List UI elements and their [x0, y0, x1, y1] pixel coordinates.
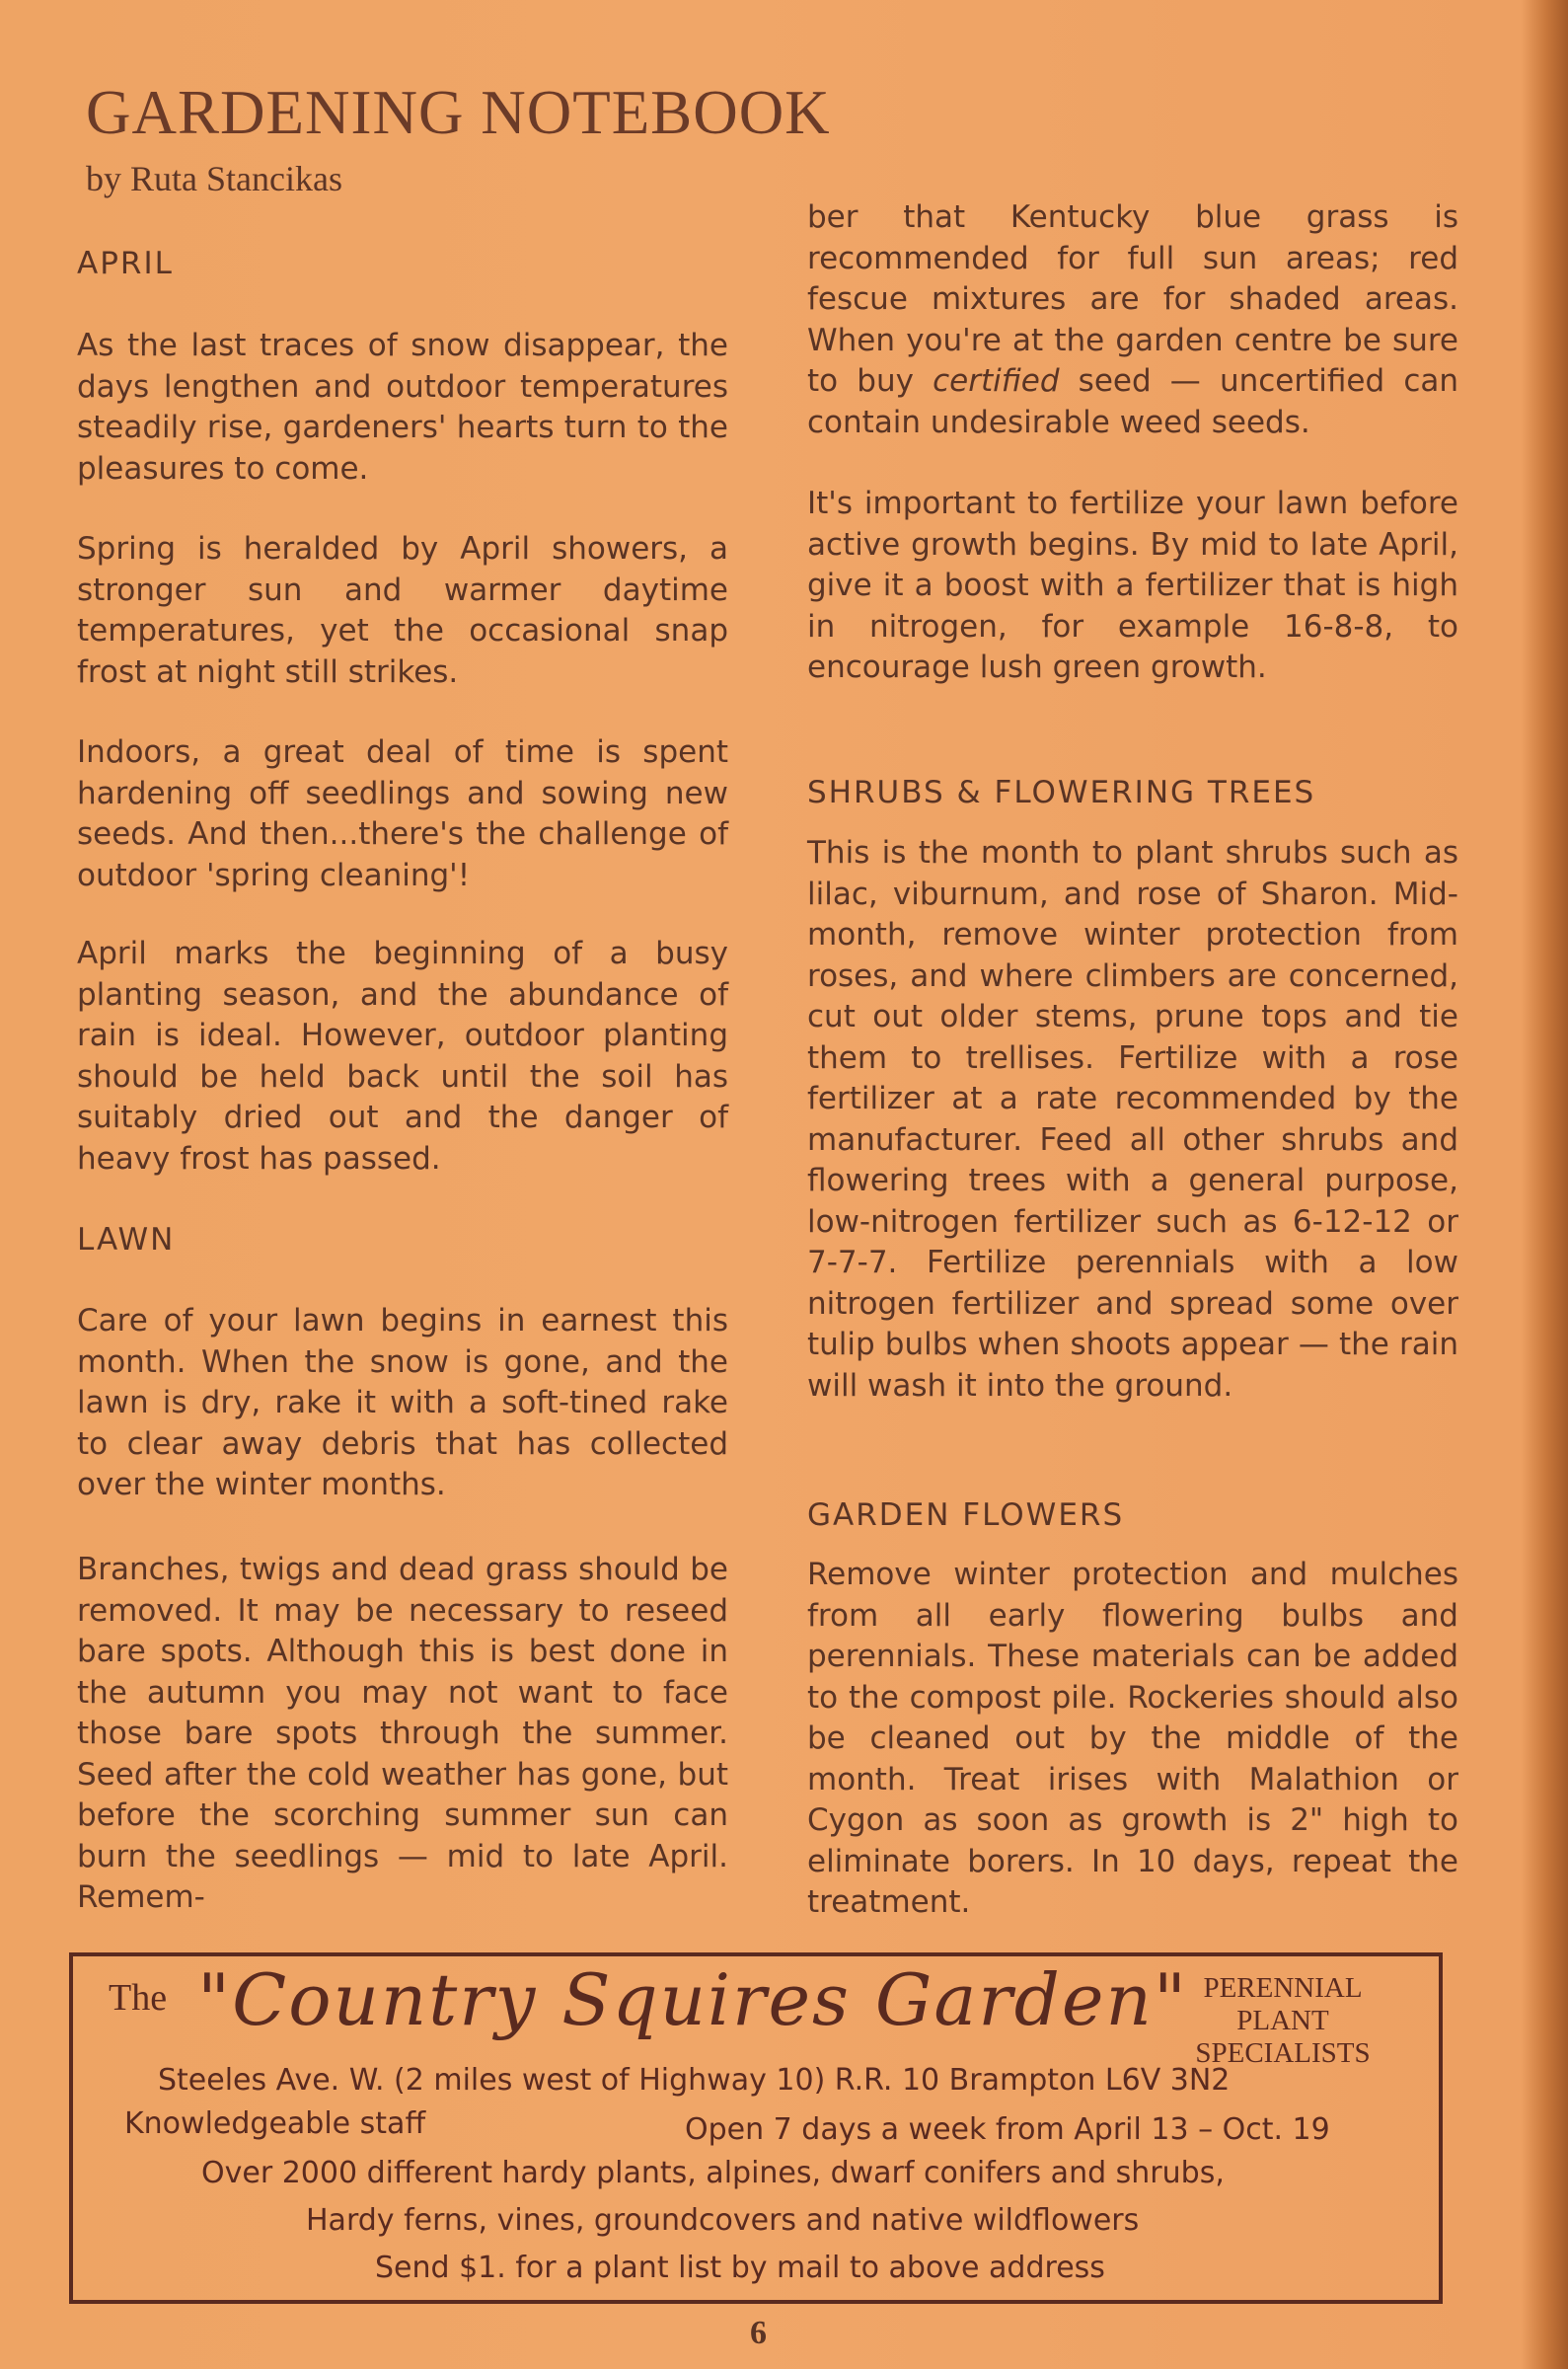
- ad-more-plants: Hardy ferns, vines, groundcovers and native wildflowers: [306, 2203, 1140, 2238]
- advertisement-box: [69, 1952, 1443, 2304]
- ad-business-name: "Country Squires Garden": [197, 1958, 1188, 2041]
- section-heading-flowers: GARDEN FLOWERS: [807, 1497, 1125, 1533]
- section-heading-shrubs: SHRUBS & FLOWERING TREES: [807, 775, 1316, 810]
- ad-staff: Knowledgeable staff: [124, 2106, 426, 2141]
- lawn-paragraph-3: It's important to fertilize your lawn before active growth begins. By mid to late April, give it a boost with a fertilizer that is high in nitrogen, for example 16-8-8, to encourage lush green growth.: [807, 486, 1458, 685]
- ad-the-label: The: [109, 1977, 168, 2019]
- april-paragraph-4: April marks the beginning of a busy planting season, and the abundance of rain is ideal. However, outdoor planting should be held back until the soil has suitably dried out and the danger of heavy frost has passed.: [77, 936, 728, 1177]
- lawn-text-after: seed — uncertified can contain undesirable weed seeds.: [807, 363, 1459, 440]
- april-paragraph-3: Indoors, a great deal of time is spent hardening off seedlings and sowing new seeds. And then...there's the challenge of outdoor 'spring cleaning'!: [77, 734, 728, 893]
- lawn-text-before: ber that Kentucky blue grass is recommended for full sun areas; red fescue mixtures are for shaded areas. When you're at the garden centre be sure to buy: [807, 199, 1458, 399]
- ad-offer: Send $1. for a plant list by mail to above address: [375, 2251, 1105, 2285]
- lawn-paragraph-2-part-2: [807, 197, 1458, 443]
- article-title: GARDENING NOTEBOOK: [86, 78, 831, 147]
- ad-hours: Open 7 days a week from April 13 – Oct. 19: [685, 2112, 1330, 2147]
- ad-specialists-label: PERENNIAL PLANT SPECIALISTS: [1195, 1972, 1371, 2069]
- april-paragraph-2: Spring is heralded by April showers, a stronger sun and warmer daytime temperatures, yet the occasional snap frost at night still strikes.: [77, 531, 728, 690]
- page-number: 6: [750, 2315, 767, 2351]
- ad-address: Steeles Ave. W. (2 miles west of Highway 10) R.R. 10 Brampton L6V 3N2: [158, 2063, 1231, 2098]
- lawn-paragraph-1: Care of your lawn begins in earnest this month. When the snow is gone, and the lawn is dry, rake it with a soft-tined rake to clear away debris that has collected over the winter months.: [77, 1303, 728, 1502]
- shrubs-paragraph-1: This is the month to plant shrubs such as lilac, viburnum, and rose of Sharon. Mid-month, remove winter protection from roses, and where climbers are concerned, cut out older stems, prune tops and tie them to trellises. Fertilize with a rose fertilizer at a rate recommended by the manufacturer. Feed all other shrubs and flowering trees with a general purpose, low-nitrogen fertilizer such as 6-12-12 or 7-7-7. Fertilize perennials with a low nitrogen fertilizer and spread some over tulip bulbs when shoots appear — the rain will wash it into the ground.: [807, 835, 1458, 1404]
- april-paragraph-1: As the last traces of snow disappear, the days lengthen and outdoor temperatures steadily rise, gardeners' hearts turn to the pleasures to come.: [77, 328, 728, 487]
- lawn-paragraph-2-part-1: Branches, twigs and dead grass should be removed. It may be necessary to reseed bare spots. Although this is best done in the autumn you may not want to face those bare spots through the summer. Seed after the cold weather has gone, but before the scorching summer sun can burn the seedlings — mid to late April. Remem-: [77, 1552, 728, 1915]
- flowers-paragraph-1: Remove winter protection and mulches from all early flowering bulbs and perennials. These materials can be added to the compost pile. Rockeries should also be cleaned out by the middle of the month. Treat irises with Malathion or Cygon as soon as growth is 2" high to eliminate borers. In 10 days, repeat the treatment.: [807, 1557, 1458, 1920]
- section-heading-april: APRIL: [77, 246, 174, 281]
- article-byline: by Ruta Stancikas: [86, 159, 342, 198]
- section-heading-lawn: LAWN: [77, 1222, 176, 1258]
- ad-plants: Over 2000 different hardy plants, alpines, dwarf conifers and shrubs,: [201, 2156, 1225, 2190]
- certified-italic: certified: [933, 363, 1060, 399]
